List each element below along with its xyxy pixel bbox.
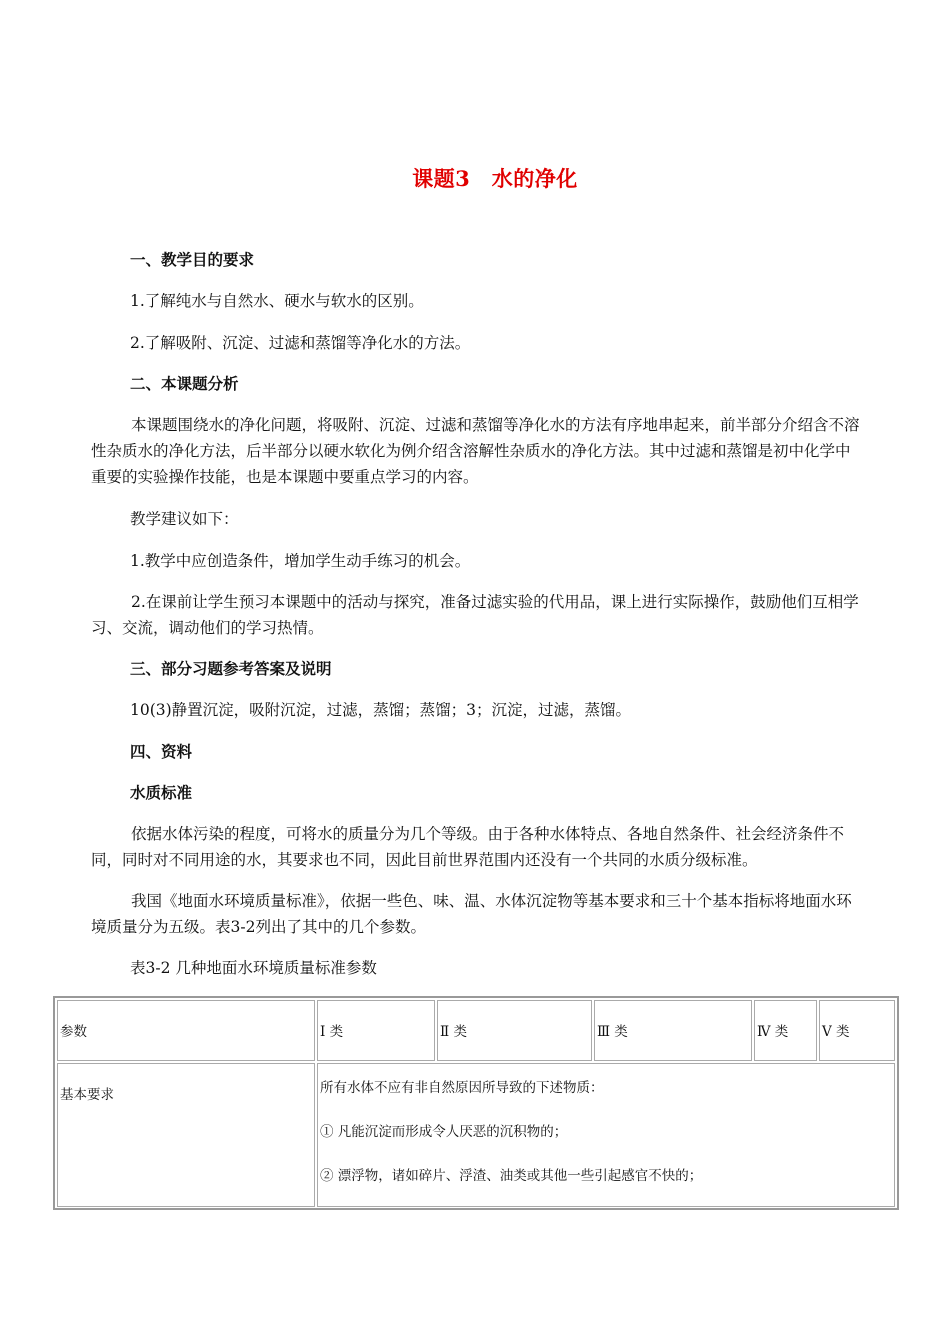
section-heading-analysis: 二、本课题分析	[130, 374, 239, 393]
requirement-line: ① 凡能沉淀而形成令人厌恶的沉积物的；	[320, 1124, 568, 1140]
standards-table	[53, 996, 899, 1210]
table-row-content	[317, 1063, 895, 1207]
material-subheading: 水质标准	[130, 783, 193, 802]
goal-item: 2.了解吸附、沉淀、过滤和蒸馏等净化水的方法。	[130, 334, 471, 352]
material-paragraph: 我国《地面水环境质量标准》，依据一些色、味、温、水体沉淀物等基本要求和三十个基本指标将地面水环境质量分为五级。表3-2列出了其中的几个参数。	[91, 892, 852, 936]
table-header-cell: Ⅳ 类	[754, 1000, 817, 1061]
table-header-cell: 参数	[57, 1000, 315, 1061]
analysis-paragraph: 本课题围绕水的净化问题，将吸附、沉淀、过滤和蒸馏等净化水的方法有序地串起来，前半部分介绍含不溶性杂质水的净化方法，后半部分以硬水软化为例介绍含溶解性杂质水的净化方法。其中过滤和蒸馏是初中化学中重要的实验操作技能，也是本课题中要重点学习的内容。	[91, 416, 860, 486]
requirement-line: ② 漂浮物，诸如碎片、浮渣、油类或其他一些引起感官不快的；	[320, 1168, 703, 1184]
requirement-line: 所有水体不应有非自然原因所导致的下述物质：	[320, 1080, 604, 1096]
table-header-row	[57, 1000, 895, 1061]
page-title: 课题3 水的净化	[412, 166, 578, 191]
table-caption: 表3-2 几种地面水环境质量标准参数	[130, 959, 377, 977]
material-paragraph: 依据水体污染的程度，可将水的质量分为几个等级。由于各种水体特点、各地自然条件、社会经济条件不同，同时对不同用途的水，其要求也不同，因此目前世界范围内还没有一个共同的水质分级标准。	[91, 825, 845, 869]
goal-item: 1.了解纯水与自然水、硬水与软水的区别。	[130, 292, 424, 310]
section-heading-material: 四、资料	[130, 742, 193, 761]
suggest-intro: 教学建议如下：	[130, 510, 239, 528]
section-heading-goals: 一、教学目的要求	[130, 250, 255, 269]
table-header-cell: Ⅴ 类	[819, 1000, 895, 1061]
suggestion-item: 1.教学中应创造条件，增加学生动手练习的机会。	[130, 552, 471, 570]
table-header-cell: Ⅱ 类	[437, 1000, 592, 1061]
table-header-cell: Ⅲ 类	[594, 1000, 752, 1061]
table-header-cell: Ⅰ 类	[317, 1000, 435, 1061]
answers-text: 10(3)静置沉淀，吸附沉淀，过滤，蒸馏；蒸馏；3；沉淀，过滤，蒸馏。	[130, 701, 632, 719]
section-heading-answers: 三、部分习题参考答案及说明	[130, 659, 332, 678]
suggestion-item: 2.在课前让学生预习本课题中的活动与探究，准备过滤实验的代用品，课上进行实际操作，鼓励他们互相学习、交流，调动他们的学习热情。	[91, 593, 859, 637]
table-row	[57, 1063, 895, 1207]
table-row-label: 基本要求	[57, 1063, 315, 1207]
